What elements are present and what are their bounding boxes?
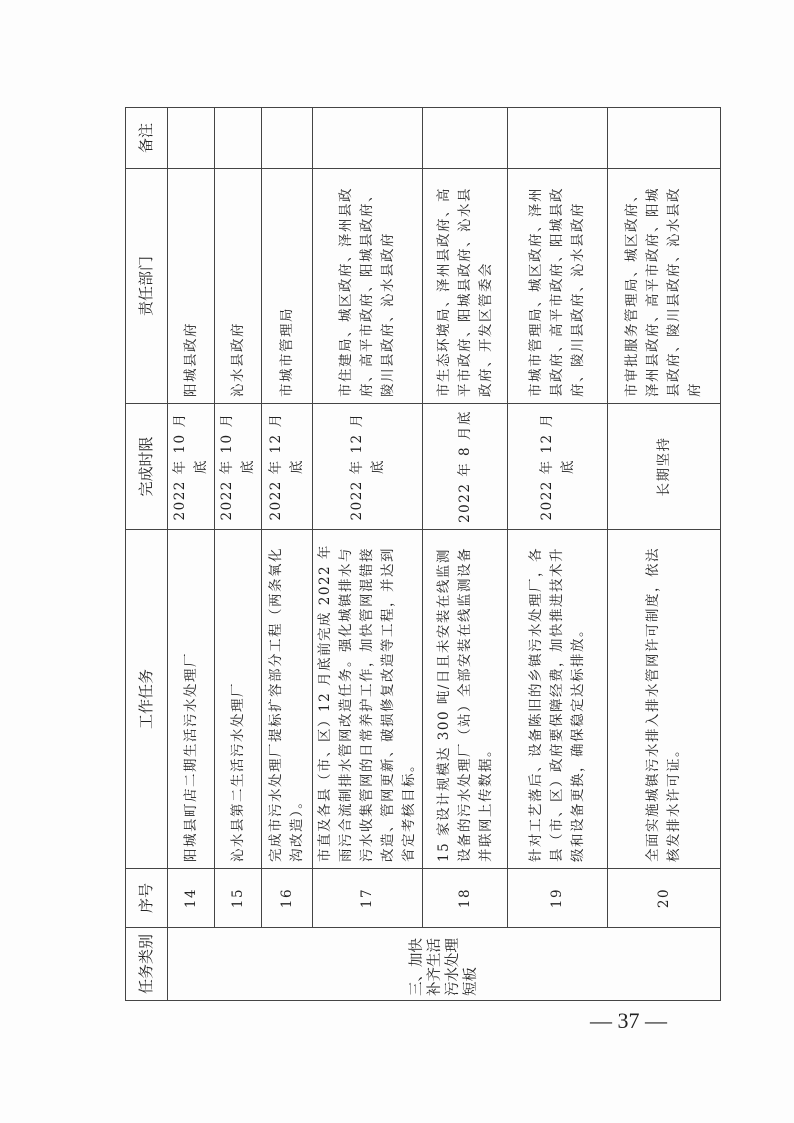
table-row	[423, 108, 508, 1001]
remarks-cell	[608, 108, 721, 169]
seq-cell: 19	[508, 869, 608, 928]
remarks-cell	[168, 108, 215, 169]
table-row	[313, 108, 423, 1001]
deadline-cell: 2022 年 12 月底	[313, 404, 423, 530]
remarks-cell	[215, 108, 262, 169]
table-row	[508, 108, 608, 1001]
department-cell: 市城市管理局、城区政府、泽州县政府、高平市政府、阳城县政府、陵川县政府、沁水县政府	[508, 169, 608, 404]
table-row	[608, 108, 721, 1001]
remarks-cell	[262, 108, 313, 169]
deadline-cell: 2022 年 10 月底	[215, 404, 262, 530]
seq-cell: 14	[168, 869, 215, 928]
seq-cell: 18	[423, 869, 508, 928]
table-row	[262, 108, 313, 1001]
deadline-cell: 长期坚持	[608, 404, 721, 530]
seq-cell: 15	[215, 869, 262, 928]
task-cell: 针对工艺落后、设备陈旧的乡镇污水处理厂，各县（市、区）政府要保障经费，加快推进技术升级和设备更换，确保稳定达标排放。	[508, 530, 608, 869]
remarks-cell	[508, 108, 608, 169]
task-cell: 完成市污水处理厂提标扩容部分工程（两条氧化沟改造）。	[262, 530, 313, 869]
department-cell: 阳城县政府	[168, 169, 215, 404]
deadline-cell: 2022 年 12 月底	[508, 404, 608, 530]
remarks-cell	[423, 108, 508, 169]
task-cell: 全面实施城镇污水排入排水管网许可制度，依法核发排水许可证。	[608, 530, 721, 869]
deadline-cell: 2022 年 8 月底	[423, 404, 508, 530]
department-cell: 市生态环境局、泽州县政府、高平市政府、阳城县政府、沁水县政府、开发区管委会	[423, 169, 508, 404]
department-cell: 市住建局、城区政府、泽州县政府、高平市政府、阳城县政府、陵川县政府、沁水县政府	[313, 169, 423, 404]
header-deadline: 完成时限	[126, 404, 168, 530]
seq-cell: 16	[262, 869, 313, 928]
task-cell: 阳城县町店二期生活污水处理厂	[168, 530, 215, 869]
department-cell: 市城市管理局	[262, 169, 313, 404]
category-cell: 三、加快补齐生活污水处理短板	[168, 928, 721, 1001]
department-cell: 市审批服务管理局、城区政府、泽州县政府、高平市政府、阳城县政府、陵川县政府、沁水县政府	[608, 169, 721, 404]
table-row	[215, 108, 262, 1001]
task-cell: 市直及各县（市、区）12 月底前完成 2022 年雨污合流制排水管网改造任务。强化城镇排水与污水收集管网的日常养护工作，加快管网混错接改造、管网更新、破损修复改造等工程，并达到省定考核目标。	[313, 530, 423, 869]
task-table	[125, 107, 721, 1001]
header-task: 工作任务	[126, 530, 168, 869]
page-number: — 37 —	[590, 1008, 667, 1033]
seq-cell: 17	[313, 869, 423, 928]
header-remarks: 备注	[126, 108, 168, 169]
department-cell: 沁水县政府	[215, 169, 262, 404]
header-category: 任务类别	[126, 928, 168, 1001]
header-department: 责任部门	[126, 169, 168, 404]
remarks-cell	[313, 108, 423, 169]
task-cell: 15 家设计规模达 300 吨/日且未安装在线监测设备的污水处理厂（站）全部安装在线监测设备并联网上传数据。	[423, 530, 508, 869]
seq-cell: 20	[608, 869, 721, 928]
deadline-cell: 2022 年 12 月底	[262, 404, 313, 530]
task-cell: 沁水县第二生活污水处理厂	[215, 530, 262, 869]
deadline-cell: 2022 年 10 月底	[168, 404, 215, 530]
rotated-page-content	[125, 108, 705, 1001]
table-header-row	[126, 108, 168, 1001]
table-row	[168, 108, 215, 1001]
header-seq: 序号	[126, 869, 168, 928]
